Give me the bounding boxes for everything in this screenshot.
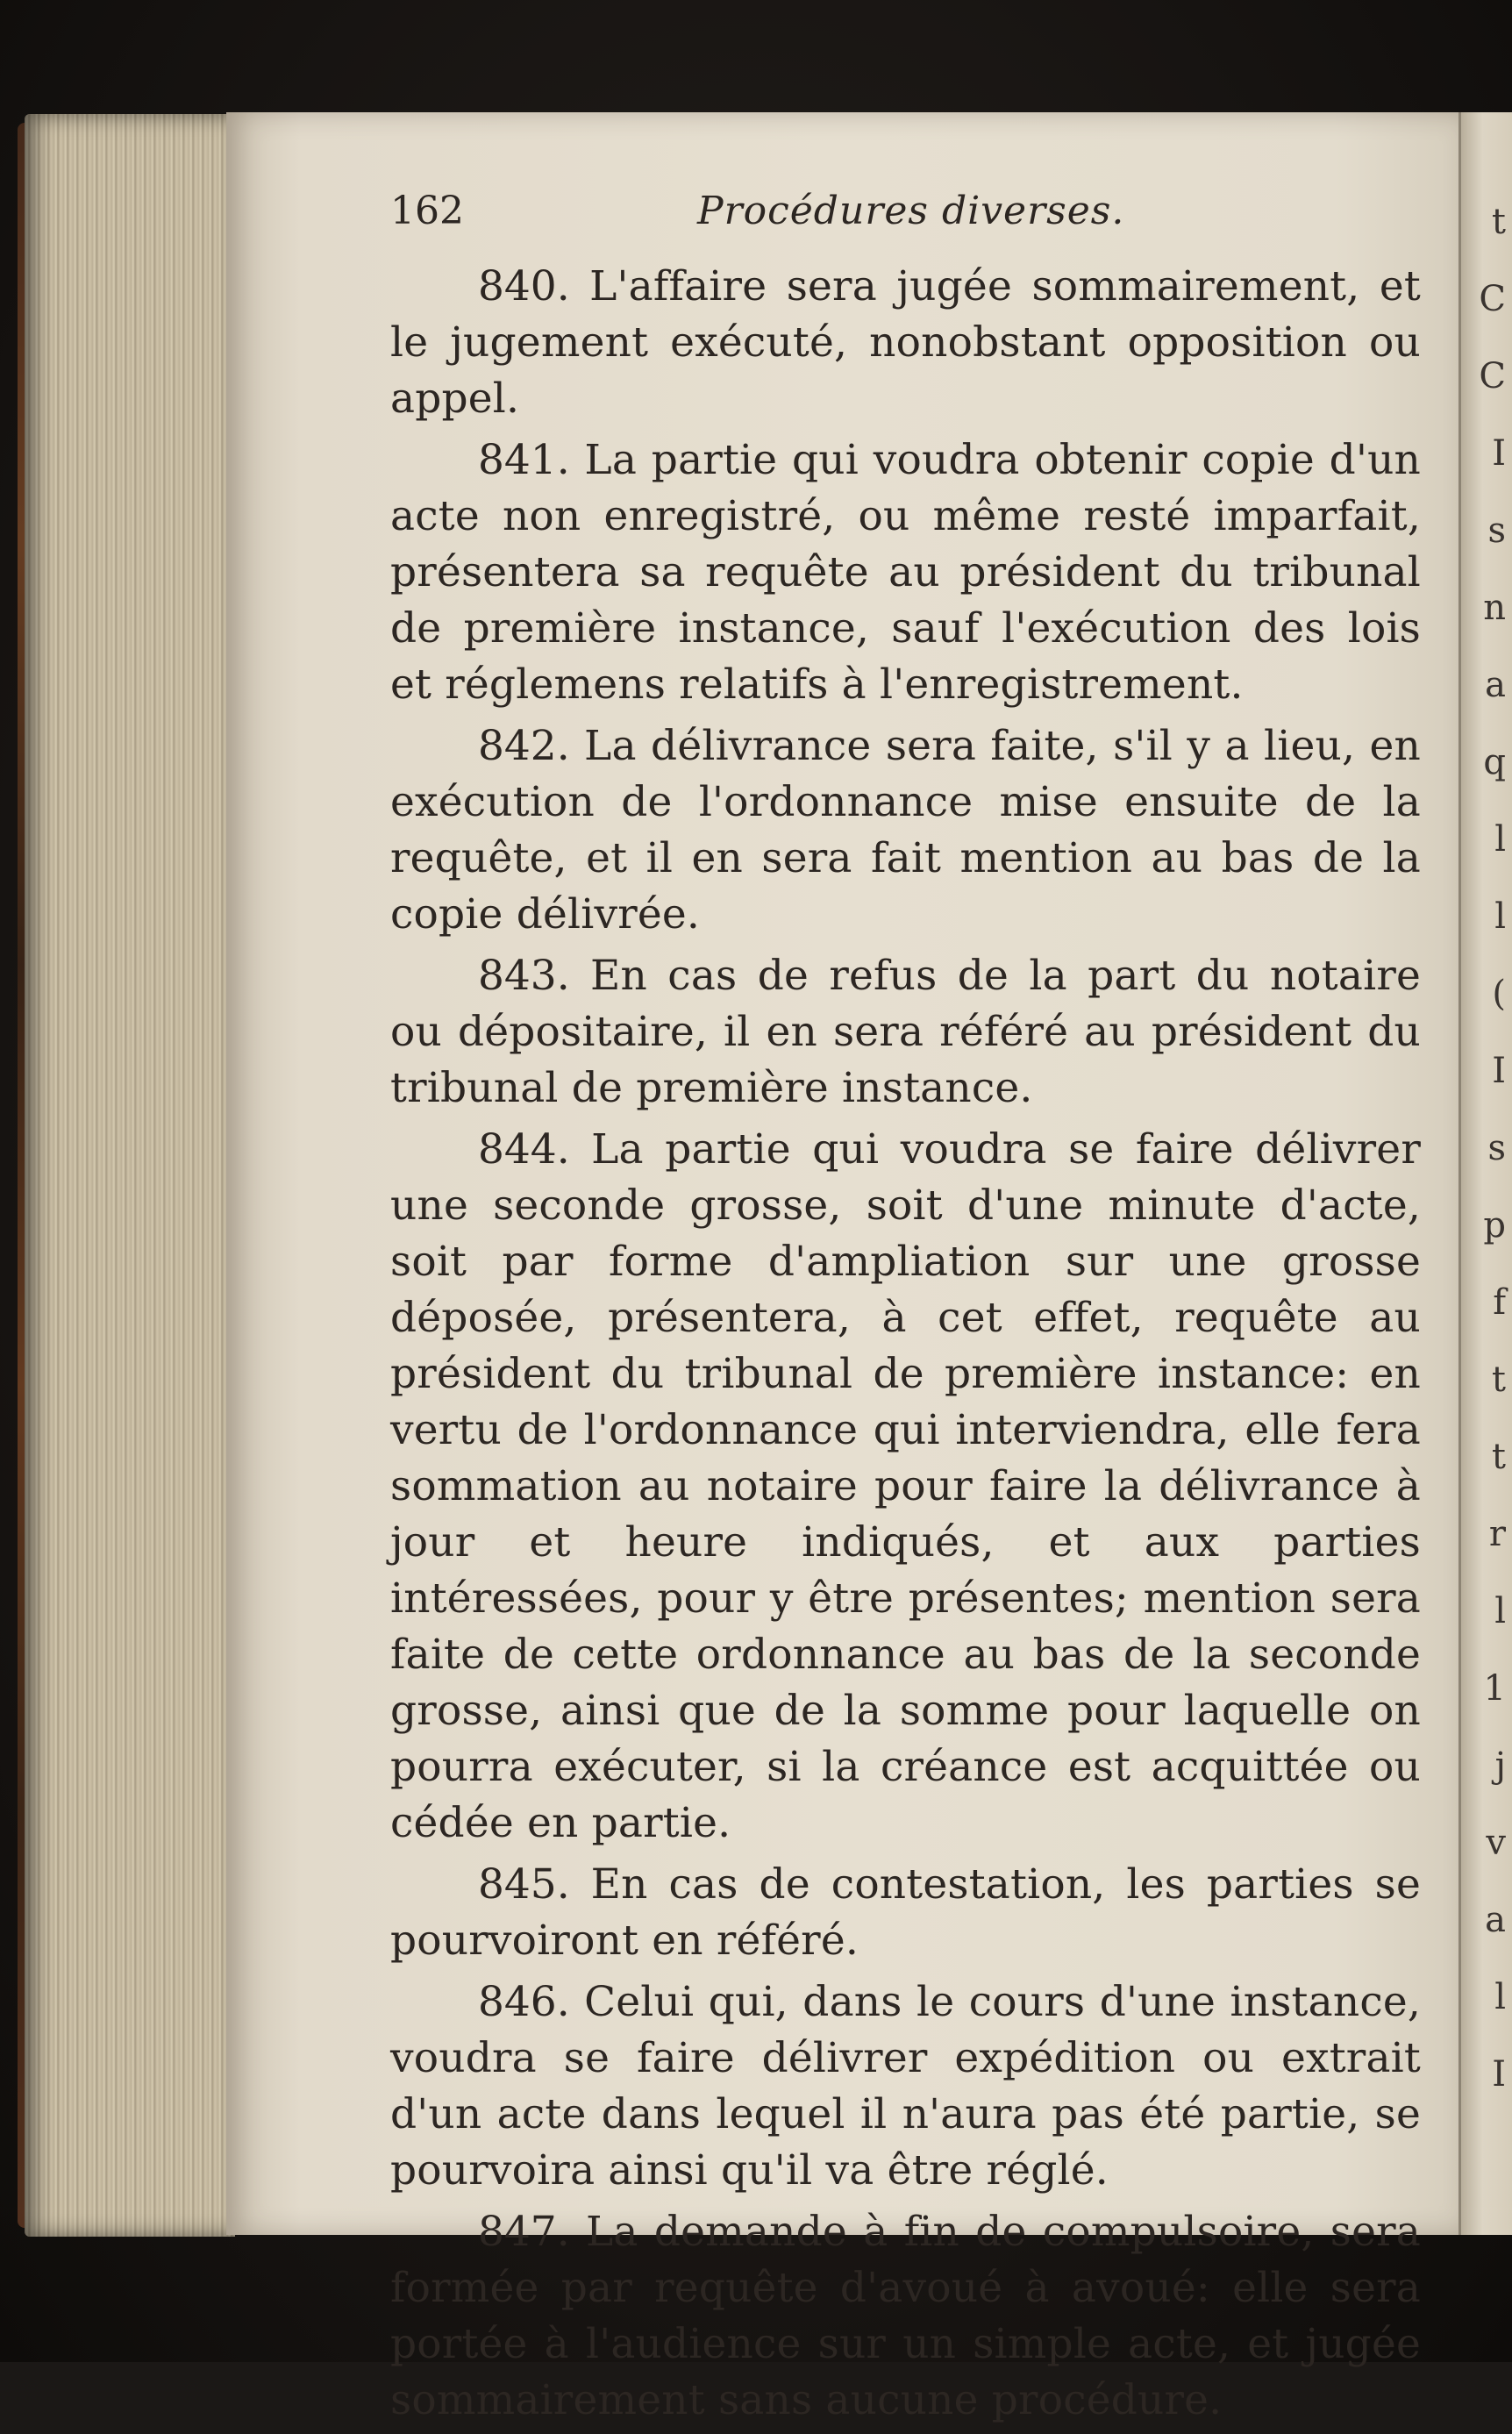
facing-page-glyph: s: [1487, 510, 1506, 551]
facing-page-glyph: I: [1492, 1051, 1506, 1091]
article-846: [390, 1974, 1421, 2199]
article-text: En cas de contestation, les parties se pourvoiront en référé.: [390, 1860, 1421, 1965]
article-number: 847.: [478, 2208, 570, 2256]
article-843: [390, 948, 1421, 1117]
article-840: [390, 259, 1421, 427]
facing-page-glyph: t: [1491, 1437, 1506, 1477]
article-text: En cas de refus de la part du notaire ou dépositaire, il en sera référé au président du tribunal de première instance.: [390, 952, 1422, 1112]
article-842: [390, 718, 1421, 943]
article-number: 846.: [478, 1978, 570, 2026]
article-text: La délivrance sera faite, s'il y a lieu, en exécution de l'ordonnance mise ensuite de la requête, et il en sera fait mention au bas de la copie délivrée.: [390, 722, 1422, 939]
page-header: [390, 189, 1421, 250]
article-841: [390, 432, 1421, 713]
facing-page-glyph: l: [1494, 1977, 1506, 2017]
facing-page-glyph: l: [1494, 1591, 1506, 1631]
article-number: 842.: [478, 722, 570, 770]
article-text: La partie qui voudra obtenir copie d'un acte non enregistré, ou même resté imparfait, présentera sa requête au président du tribunal de première instance, sauf l'exécution des lois et réglemens relatifs à l'enregistrement.: [390, 436, 1422, 709]
facing-page-glyph: I: [1492, 2054, 1506, 2095]
article-847: [390, 2204, 1421, 2429]
article-text: L'affaire sera jugée sommairement, et le jugement exécuté, nonobstant opposition ou appel.: [390, 262, 1421, 423]
facing-page-glyph: C: [1479, 356, 1506, 396]
article-text: La partie qui voudra se faire délivrer une seconde grosse, soit d'une minute d'acte, soit par forme d'ampliation sur une grosse déposée, présentera, à cet effet, requête au président du tribunal de première instance: en vertu de l'ordonnance qui interviendra, elle fera sommation au notaire pour faire la délivrance à jour et heure indiqués, et aux parties intéressées, pour y être présentes; mention sera faite de cette ordonnance au bas de la seconde grosse, ainsi que de la somme pour laquelle on pourra exécuter, si la créance est acquittée ou cédée en partie.: [390, 1125, 1421, 1847]
facing-page-glyph: 1: [1483, 1668, 1506, 1709]
page-number: 162: [390, 189, 464, 233]
running-title: Procédures diverses.: [697, 189, 1125, 233]
facing-page-glyph: s: [1487, 1128, 1506, 1168]
facing-page-glyph: I: [1492, 433, 1506, 474]
facing-page-glyph: l: [1494, 819, 1506, 860]
article-number: 845.: [478, 1860, 570, 1909]
facing-page-glyph: j: [1494, 1745, 1506, 1786]
article-845: [390, 1857, 1421, 1969]
facing-page-glyph: f: [1493, 1282, 1506, 1323]
facing-page-glyph: t: [1491, 202, 1506, 242]
page-block-edge: [25, 114, 235, 2237]
article-844: [390, 1122, 1421, 1852]
article-number: 844.: [478, 1125, 570, 1174]
article-text: Celui qui, dans le cours d'une instance, voudra se faire délivrer expédition ou extrait d'un acte dans lequel il n'aura pas été partie, se pourvoira ainsi qu'il va être réglé.: [390, 1978, 1422, 2195]
facing-page-glyph: p: [1483, 1205, 1506, 1246]
article-number: 843.: [478, 952, 570, 1000]
facing-page-glyph: t: [1491, 1360, 1506, 1400]
facing-page-glyph: a: [1485, 1900, 1506, 1940]
facing-page-edge: [1459, 112, 1512, 2235]
article-number: 841.: [478, 436, 570, 484]
page-text: [390, 189, 1421, 2434]
facing-page-glyph: (: [1492, 974, 1506, 1014]
facing-page-glyph: C: [1479, 279, 1506, 319]
facing-page-glyph: q: [1483, 742, 1506, 782]
facing-page-glyph: a: [1485, 665, 1506, 705]
facing-page-glyph: v: [1486, 1823, 1506, 1863]
facing-page-glyph: l: [1494, 896, 1506, 937]
article-number: 840.: [478, 262, 570, 310]
facing-page-glyph: n: [1483, 588, 1506, 628]
facing-page-glyph: r: [1488, 1514, 1506, 1554]
article-text: La demande à fin de compulsoire, sera formée par requête d'avoué à avoué: elle sera portée à l'audience sur un simple acte, et jugée sommairement sans aucune procédure.: [390, 2208, 1421, 2424]
